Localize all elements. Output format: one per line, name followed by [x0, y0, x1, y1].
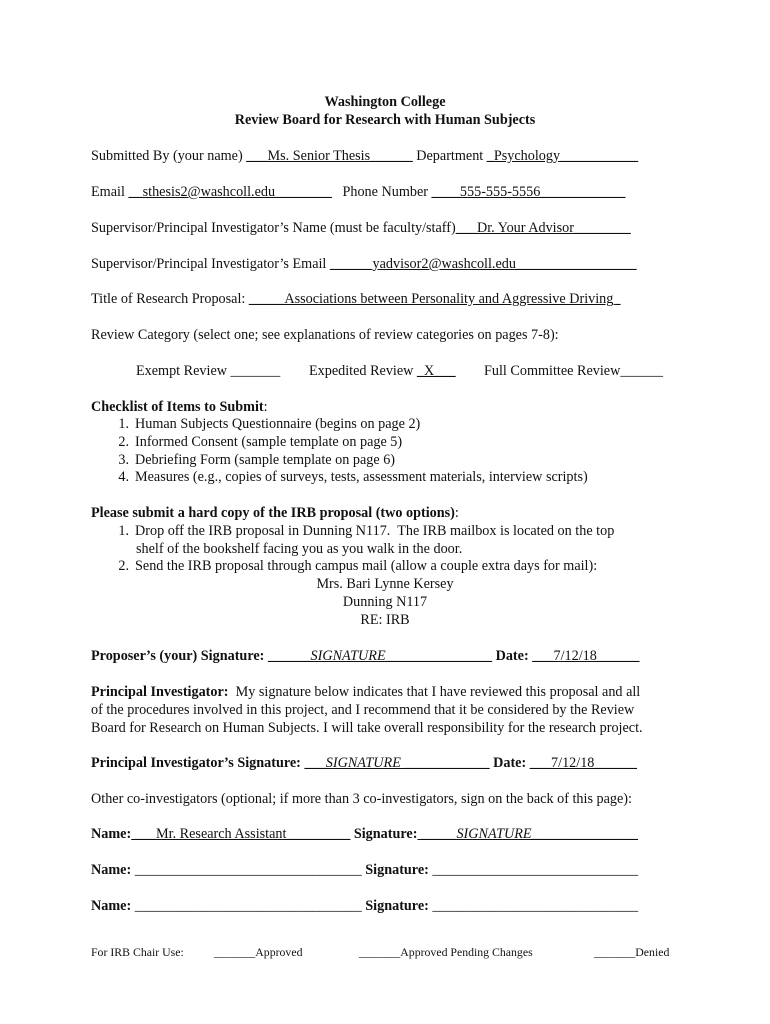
signature-field[interactable]: _____________________________: [428, 898, 639, 914]
name-label: Name:: [91, 862, 132, 878]
exempt-option[interactable]: Exempt Review _______: [136, 363, 281, 379]
title-label: Title of Research Proposal:: [91, 291, 249, 307]
expedited-option[interactable]: [309, 363, 456, 380]
coinvestigator-row: [91, 862, 638, 879]
checklist-item: 3. Debriefing Form (sample template on page 6): [118, 452, 396, 468]
signature-field[interactable]: _____SIGNATURE_______________: [417, 826, 638, 842]
submit-colon: :: [454, 505, 459, 521]
submitted-by-field[interactable]: ___Ms. Senior Thesis______: [246, 148, 413, 164]
submit-option-text: Send the IRB proposal through campus mail (allow a couple extra days for mail):: [135, 558, 598, 574]
pi-label: Principal Investigator:: [91, 684, 229, 700]
submit-option-2: 2. Send the IRB proposal through campus mail (allow a couple extra days for mail):: [118, 558, 598, 574]
irb-chair-use-label: For IRB Chair Use:: [91, 945, 184, 959]
name-label: Name:: [91, 826, 132, 842]
proposer-signature-line: [91, 648, 639, 665]
pi-date-label: Date:: [489, 755, 530, 771]
email-field[interactable]: __sthesis2@washcoll.edu________: [128, 184, 332, 200]
coinvestigator-row: [91, 826, 638, 843]
pi-date-field[interactable]: ___7/12/18______: [529, 755, 637, 771]
supervisor-name-field[interactable]: ___Dr. Your Advisor________: [455, 220, 631, 236]
approved-option[interactable]: _______Approved: [214, 945, 303, 959]
full-committee-option[interactable]: Full Committee Review______: [484, 363, 663, 379]
checklist-heading: [91, 399, 268, 416]
page-subtitle: Review Board for Research with Human Subjects: [234, 112, 536, 128]
pi-signature-field[interactable]: ___SIGNATURE ____________: [304, 755, 490, 771]
checklist-heading-text: Checklist of Items to Submit: [91, 399, 264, 415]
page-title: Washington College: [324, 94, 446, 110]
supervisor-email-line: [91, 256, 637, 273]
name-field[interactable]: ________________________________: [131, 862, 362, 878]
checklist-item: 2. Informed Consent (sample template on page 5): [118, 434, 403, 450]
email-label: Email: [91, 184, 129, 200]
signature-label: Signature:: [350, 826, 418, 842]
review-category-prompt: Review Category (select one; see explanations of review categories on pages 7-8):: [91, 327, 559, 343]
submitted-by-line: [91, 148, 638, 165]
phone-field[interactable]: ____555-555-5556____________: [431, 184, 626, 200]
pi-statement-2: of the procedures involved in this project, and I recommend that it be considered by the Review: [91, 702, 635, 718]
checklist-item-text: Human Subjects Questionnaire (begins on page 2): [135, 416, 421, 432]
denied-option[interactable]: _______Denied: [594, 945, 670, 959]
coinvestigators-prompt: Other co-investigators (optional; if more than 3 co-investigators, sign on the back of this page):: [91, 791, 632, 807]
supervisor-email-label: Supervisor/Principal Investigator’s Email: [91, 256, 330, 272]
name-label: Name:: [91, 898, 132, 914]
supervisor-name-label: Supervisor/Principal Investigator’s Name (must be faculty/staff): [91, 220, 456, 236]
checklist-item-text: Informed Consent (sample template on page 5): [135, 434, 403, 450]
coinvestigator-row: [91, 898, 638, 915]
department-label: Department: [412, 148, 487, 164]
department-field[interactable]: _Psychology___________: [486, 148, 639, 164]
supervisor-name-line: [91, 220, 631, 237]
address-line: Dunning N117: [342, 594, 428, 610]
title-line: [91, 291, 620, 308]
email-line: [91, 184, 625, 201]
pi-statement-1: [91, 684, 640, 701]
pi-text: My signature below indicates that I have reviewed this proposal and all: [228, 684, 641, 700]
expedited-mark[interactable]: _X___: [416, 363, 456, 379]
phone-label: Phone Number: [331, 184, 432, 200]
checklist-colon: :: [263, 399, 268, 415]
title-field[interactable]: _____Associations between Personality and Aggressive Driving_: [248, 291, 621, 307]
pi-statement-3: Board for Research on Human Subjects. I will take overall responsibility for the research project.: [91, 720, 643, 736]
name-field[interactable]: ________________________________: [131, 898, 362, 914]
submit-heading-text: Please submit a hard copy of the IRB proposal (two options): [91, 505, 455, 521]
pi-signature-label: Principal Investigator’s Signature:: [91, 755, 305, 771]
proposer-date-field[interactable]: ___7/12/18______: [532, 648, 640, 664]
submit-heading: [91, 505, 459, 522]
signature-label: Signature:: [361, 862, 429, 878]
proposer-date-label: Date:: [492, 648, 533, 664]
address-line: RE: IRB: [360, 612, 410, 628]
pi-signature-line: [91, 755, 637, 772]
name-field[interactable]: ___Mr. Research Assistant_________: [131, 826, 351, 842]
supervisor-email-field[interactable]: ______yadvisor2@washcoll.edu_________________: [329, 256, 637, 272]
signature-label: Signature:: [361, 898, 429, 914]
submit-option-1: 1. Drop off the IRB proposal in Dunning N117. The IRB mailbox is located on the top: [118, 523, 615, 539]
signature-field[interactable]: _____________________________: [428, 862, 639, 878]
checklist-item: 1. Human Subjects Questionnaire (begins on page 2): [118, 416, 421, 432]
checklist-item-text: Debriefing Form (sample template on page 6): [135, 452, 396, 468]
submit-option-1-cont: shelf of the bookshelf facing you as you walk in the door.: [136, 541, 463, 557]
checklist-item-text: Measures (e.g., copies of surveys, tests, assessment materials, interview scripts): [135, 469, 588, 485]
expedited-label: Expedited Review: [309, 363, 417, 379]
submitted-by-label: Submitted By (your name): [91, 148, 247, 164]
address-line: Mrs. Bari Lynne Kersey: [316, 576, 454, 592]
submit-option-text: Drop off the IRB proposal in Dunning N117. The IRB mailbox is located on the top: [135, 523, 615, 539]
checklist-item: 4. Measures (e.g., copies of surveys, tests, assessment materials, interview scripts): [118, 469, 588, 485]
proposer-signature-field[interactable]: ______SIGNATURE_______________: [267, 648, 493, 664]
proposer-signature-label: Proposer’s (your) Signature:: [91, 648, 268, 664]
approved-pending-option[interactable]: _______Approved Pending Changes: [359, 945, 533, 959]
